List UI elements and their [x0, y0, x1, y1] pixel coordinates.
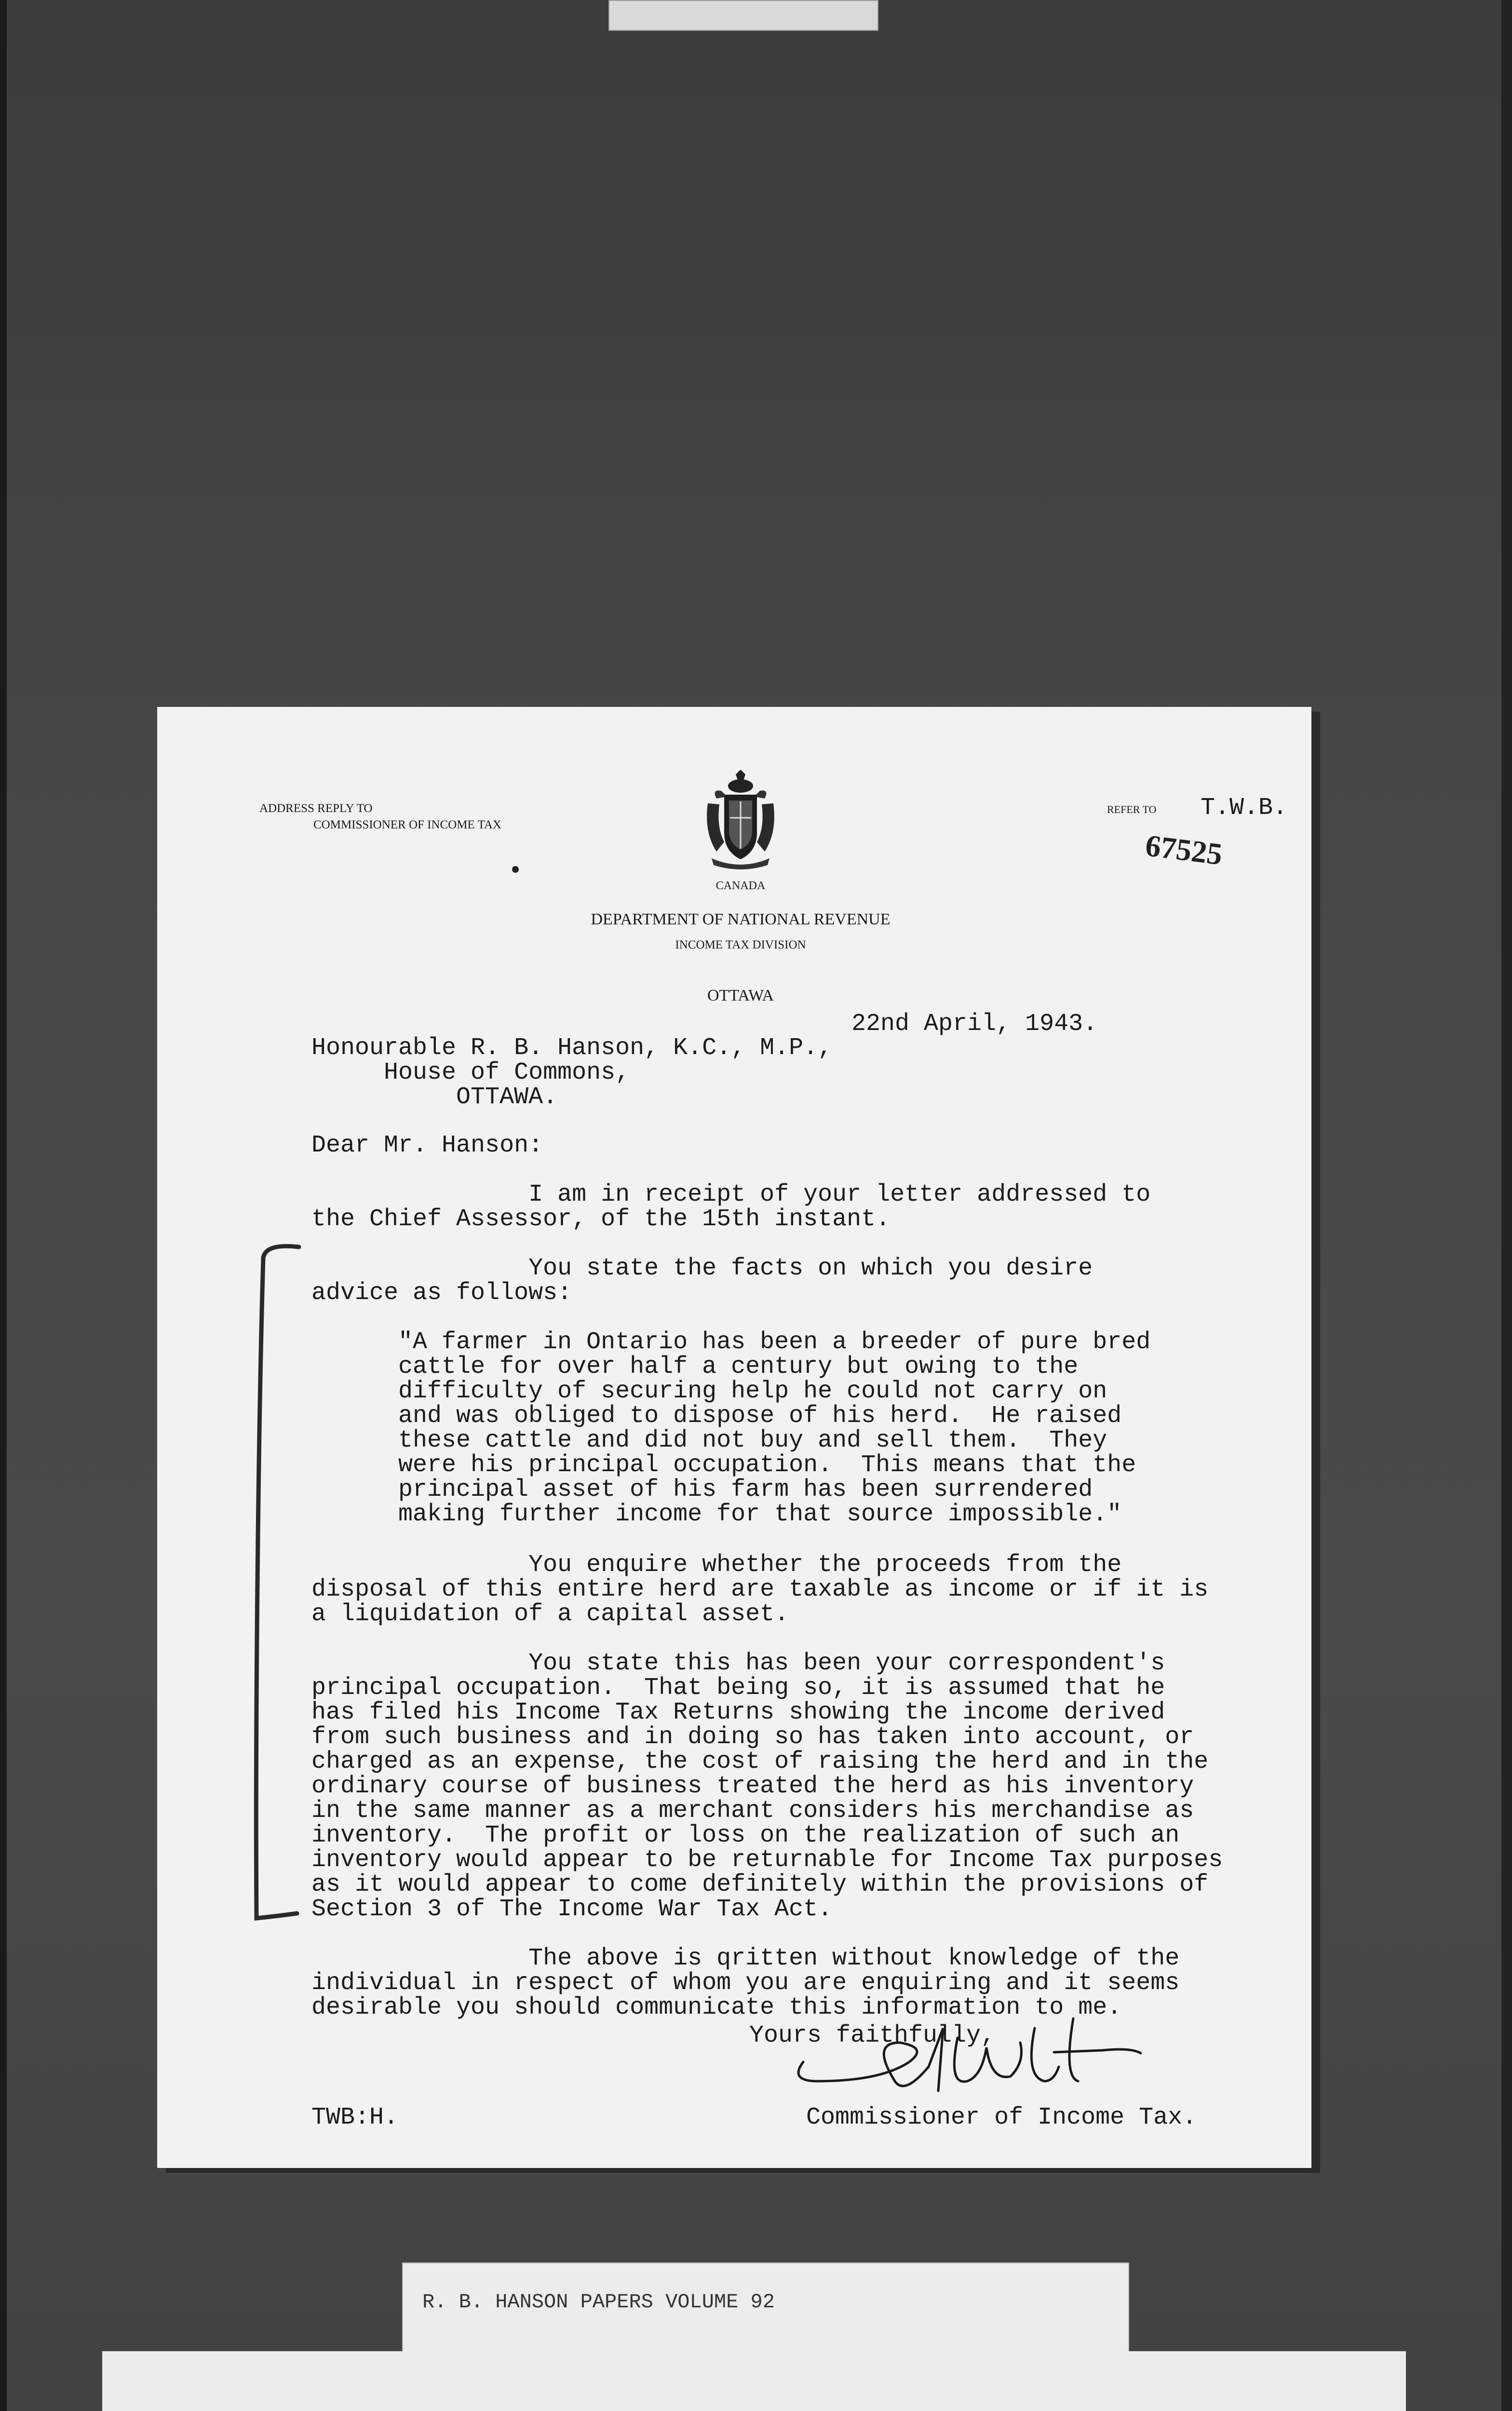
salutation: Dear Mr. Hanson:: [311, 1132, 543, 1159]
margin-bracket-mark: [247, 1243, 305, 1928]
letter-closing: Yours faithfully,: [749, 2022, 996, 2049]
address-reply-block: [259, 800, 501, 833]
addressee-block: Honourable R. B. Hanson, K.C., M.P., House of Commons, OTTAWA.: [311, 1034, 833, 1111]
letter-body-intro: I am in receipt of your letter addressed to the Chief Assessor, of the 15th instant. You state the facts on which you desire advice as follows:: [311, 1181, 1151, 1307]
ink-dot: [512, 866, 519, 873]
handwritten-signature: [784, 2009, 1150, 2105]
refer-to-label: REFER TO: [1107, 803, 1157, 815]
letterhead-division: INCOME TAX DIVISION: [675, 938, 806, 951]
film-edge-right: [1501, 0, 1512, 2411]
film-edge-left: [0, 0, 7, 2411]
collection-label-strip: [402, 2262, 1129, 2356]
file-number-stamp: 67525: [1143, 828, 1225, 872]
address-reply-line1: ADDRESS REPLY TO: [259, 802, 373, 815]
letterhead-country: CANADA: [716, 880, 766, 892]
letter-date: 22nd April, 1943.: [851, 1010, 1098, 1038]
letterhead-city: OTTAWA: [707, 987, 774, 1004]
coat-of-arms-icon: [702, 770, 779, 871]
collection-label-text: R. B. HANSON PAPERS VOLUME 92: [422, 2290, 775, 2314]
mounting-tab: [608, 0, 878, 31]
letter-body-main: You enquire whether the proceeds from the disposal of this entire herd are taxable as income or if it is a liquidation of a capital asset. You state this has been your correspondent's principal occupation. That being so, it is assumed that he has filed his Income Tax Returns showing the income derived from such business and in doing so has taken into account, or charged as an expense, the cost of raising the herd and in the ordinary course of business treated the herd as his inventory in the same manner as a merchant considers his merchandise as inventory. The profit or loss on the realization of such an inventory would appear to be returnable for Income Tax purposes as it would appear to come definitely within the provisions of Section 3 of The Income War Tax Act. The above is qritten without knowledge of the individual in respect of whom you are enquiring and it seems desirable you should communicate this information to me.: [311, 1551, 1223, 2021]
letterhead-department: DEPARTMENT OF NATIONAL REVENUE: [591, 910, 891, 928]
typist-initials: TWB:H.: [311, 2104, 399, 2131]
refer-to-value: T.W.B.: [1201, 794, 1288, 822]
address-reply-line2: COMMISSIONER OF INCOME TAX: [313, 818, 501, 831]
letter-page: [157, 707, 1311, 2168]
quoted-facts: "A farmer in Ontario has been a breeder of pure bred cattle for over half a century but owing to the difficulty of securing help he could not carry on and was obliged to dispose of his herd. He raised these cattle and did not buy and sell them. They were his principal occupation. This means that the principal asset of his farm has been surrendered making further income for that source impossible.": [398, 1328, 1151, 1528]
archives-card: [102, 2351, 1406, 2411]
signer-title: Commissioner of Income Tax.: [806, 2104, 1197, 2131]
